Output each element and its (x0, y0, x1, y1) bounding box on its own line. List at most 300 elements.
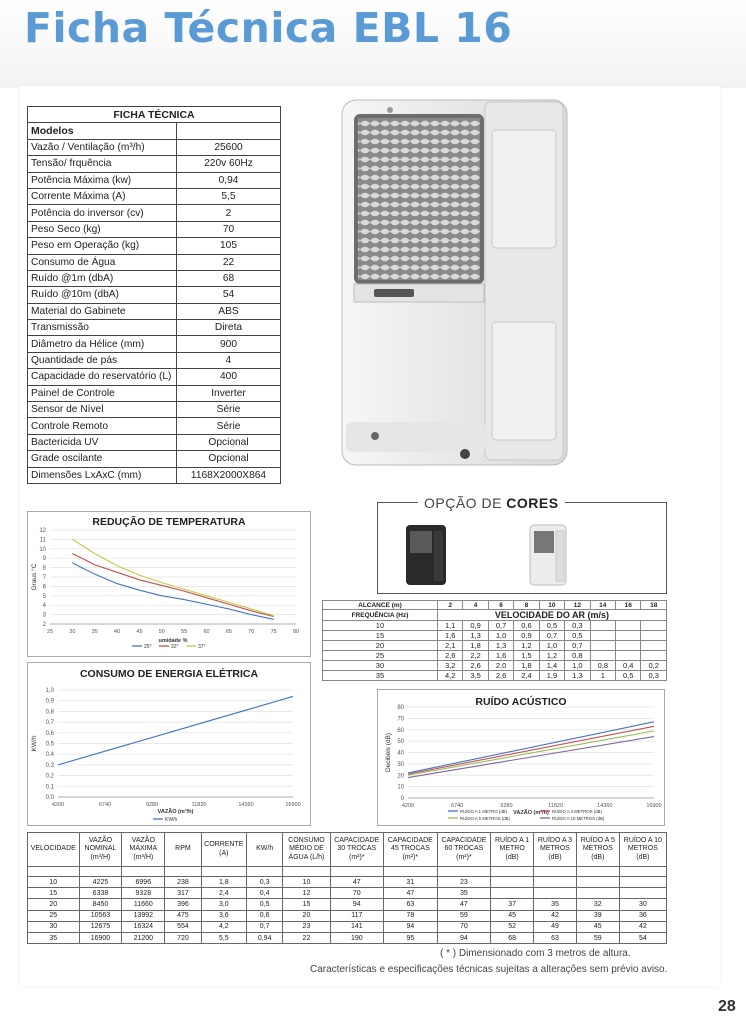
series-line-1 (408, 726, 654, 774)
performance-cell: 10 (283, 877, 330, 888)
velocity-cell: 1,3 (565, 671, 590, 681)
spec-label: Controle Remoto (28, 418, 177, 434)
y-tick-label: 10 (39, 546, 46, 553)
performance-cell: 59 (576, 932, 619, 943)
x-tick-label: 9280 (500, 803, 513, 809)
velocity-cell: 0,5 (565, 631, 590, 641)
temperature-chart-box (27, 511, 311, 657)
performance-cell: 23 (283, 921, 330, 932)
velocity-cell: 2,2 (463, 651, 488, 661)
performance-spacer (246, 867, 282, 877)
velocity-alcance: 10 (539, 601, 564, 610)
x-tick-label: 11820 (191, 802, 207, 808)
velocity-cell (616, 651, 641, 661)
performance-cell: 20 (28, 899, 80, 910)
performance-cell: 45 (576, 921, 619, 932)
velocity-cell: 0,9 (514, 631, 539, 641)
performance-row (28, 888, 667, 899)
y-tick-label: 80 (397, 705, 404, 711)
spec-value: ABS (177, 303, 281, 319)
performance-cell: 16900 (79, 932, 122, 943)
performance-cell: 141 (330, 921, 384, 932)
legend-label: RUÍDO A 10 METROS (dB) (552, 816, 605, 821)
velocity-cell: 1,0 (565, 661, 590, 671)
x-tick-label: 6740 (98, 802, 112, 808)
performance-cell: 35 (534, 899, 577, 910)
velocity-alcance: 16 (616, 601, 641, 610)
performance-cell: 10563 (79, 910, 122, 921)
y-tick-label: 12 (39, 528, 46, 534)
performance-cell: 42 (534, 910, 577, 921)
spec-header-row (28, 107, 281, 123)
x-tick-label: 6740 (451, 803, 464, 809)
velocity-cell (641, 651, 667, 661)
velocity-cell: 4,2 (437, 671, 462, 681)
series-line-0 (58, 696, 293, 764)
performance-header: KW/h (246, 833, 282, 867)
performance-spacer (619, 867, 666, 877)
velocity-cell: 2,6 (463, 661, 488, 671)
performance-cell: 3,0 (201, 899, 246, 910)
velocity-cell (616, 621, 641, 631)
spec-value: Série (177, 418, 281, 434)
velocity-cell: 0,2 (641, 661, 667, 671)
y-axis-label: KW/h (31, 735, 38, 752)
spec-row (28, 320, 281, 336)
y-tick-label: 10 (397, 784, 404, 791)
spec-label: Peso em Operação (kg) (28, 238, 177, 254)
performance-cell: 0,6 (246, 910, 282, 921)
velocity-cell (590, 631, 615, 641)
x-tick-label: 45 (136, 629, 143, 635)
spec-label: Material do Gabinete (28, 303, 177, 319)
energy-chart-box (27, 662, 311, 826)
spec-label: Corrente Máxima (A) (28, 188, 177, 204)
spec-value: 25600 (177, 139, 281, 155)
spec-models-value (177, 123, 281, 139)
spec-label: Ruído @1m (dbA) (28, 270, 177, 286)
spec-value: 2 (177, 205, 281, 221)
velocity-alcance: 8 (514, 601, 539, 610)
spec-row (28, 467, 281, 483)
performance-cell: 554 (165, 921, 201, 932)
y-tick-label: 1,0 (45, 688, 54, 694)
velocity-row (323, 671, 667, 681)
velocity-cell: 1,0 (539, 641, 564, 651)
spec-label: Consumo de Água (28, 254, 177, 270)
spec-row (28, 172, 281, 188)
y-tick-label: 2 (42, 622, 46, 628)
performance-header: RUÍDO A 1 METRO (dB) (491, 833, 534, 867)
performance-cell: 0,94 (246, 932, 282, 943)
performance-cell: 39 (576, 910, 619, 921)
velocity-cell: 1,0 (488, 631, 513, 641)
x-tick-label: 16900 (646, 803, 662, 809)
performance-header: VELOCIDADE (28, 833, 80, 867)
performance-cell: 37 (491, 899, 534, 910)
velocity-cell (590, 641, 615, 651)
legend-label: KW/h (165, 817, 178, 823)
spec-row (28, 385, 281, 401)
y-tick-label: 50 (397, 739, 404, 746)
legend-label: 37° (198, 644, 206, 650)
performance-cell: 45 (491, 910, 534, 921)
temperature-chart (28, 512, 312, 658)
performance-cell: 238 (165, 877, 201, 888)
velocity-cell: 1 (590, 671, 615, 681)
performance-cell: 20 (283, 910, 330, 921)
performance-spacer (201, 867, 246, 877)
spec-row (28, 352, 281, 368)
spec-label: Peso Seco (kg) (28, 221, 177, 237)
legend-label: RUÍDO A 5 METROS (dB) (460, 816, 510, 821)
velocity-row (323, 651, 667, 661)
page-number: 28 (718, 998, 736, 1015)
performance-cell (619, 877, 666, 888)
spec-models-row (28, 123, 281, 139)
performance-cell: 9328 (122, 888, 165, 899)
velocity-subheader-row (323, 610, 667, 621)
performance-cell: 30 (619, 899, 666, 910)
y-tick-label: 40 (397, 750, 404, 757)
performance-spacer (165, 867, 201, 877)
performance-cell: 21200 (122, 932, 165, 943)
performance-cell: 47 (384, 888, 438, 899)
velocity-cell: 2,6 (488, 671, 513, 681)
performance-spacer (491, 867, 534, 877)
noise-chart (378, 690, 666, 827)
series-line-2 (408, 731, 654, 775)
y-axis-label: Graus °C (31, 563, 38, 591)
performance-header: CAPACIDADE 45 TROCAS (m²)* (384, 833, 438, 867)
velocity-cell: 1,6 (488, 651, 513, 661)
performance-cell: 475 (165, 910, 201, 921)
page-title: Ficha Técnica EBL 16 (24, 4, 513, 52)
velocity-row (323, 661, 667, 671)
temperature-chart-title: REDUÇÃO DE TEMPERATURA (92, 516, 246, 528)
velocity-alcance: 12 (565, 601, 590, 610)
legend-label: 32° (171, 644, 179, 650)
performance-spacer (437, 867, 491, 877)
performance-cell: 317 (165, 888, 201, 899)
performance-header: CAPACIDADE 60 TROCAS (m²)* (437, 833, 491, 867)
velocity-cell: 0,7 (488, 621, 513, 631)
velocity-cell: 1,9 (539, 671, 564, 681)
x-tick-label: 50 (158, 629, 165, 635)
spec-value: 4 (177, 352, 281, 368)
spec-row (28, 188, 281, 204)
x-tick-label: 65 (225, 629, 232, 635)
performance-cell (534, 877, 577, 888)
y-tick-label: 0,9 (45, 698, 54, 705)
spec-row (28, 221, 281, 237)
velocity-row (323, 631, 667, 641)
performance-row (28, 899, 667, 910)
spec-label: Potência do inversor (cv) (28, 205, 177, 221)
velocity-cell (590, 621, 615, 631)
velocity-cell (641, 621, 667, 631)
spec-row (28, 402, 281, 418)
velocity-cell (641, 641, 667, 651)
spec-value: 5,5 (177, 188, 281, 204)
performance-header: RPM (165, 833, 201, 867)
spec-label: Vazão / Ventilação (m³/h) (28, 139, 177, 155)
velocity-cell (616, 641, 641, 651)
x-tick-label: 80 (292, 629, 300, 635)
spec-table (27, 106, 281, 484)
spec-models-label: Modelos (28, 123, 177, 139)
velocity-cell: 1,8 (514, 661, 539, 671)
spec-row (28, 139, 281, 155)
y-tick-label: 0,3 (45, 762, 54, 769)
spec-value: 900 (177, 336, 281, 352)
performance-cell: 30 (28, 921, 80, 932)
y-tick-label: 0,6 (45, 730, 54, 737)
performance-cell: 32 (576, 899, 619, 910)
series-line-0 (72, 563, 273, 619)
performance-cell: 78 (384, 910, 438, 921)
performance-row (28, 877, 667, 888)
performance-cell: 70 (330, 888, 384, 899)
spec-label: Painel de Controle (28, 385, 177, 401)
velocity-cell: 1,1 (437, 621, 462, 631)
performance-cell: 10 (28, 877, 80, 888)
performance-cell: 4225 (79, 877, 122, 888)
velocity-cell: 2,0 (488, 661, 513, 671)
performance-cell: 16324 (122, 921, 165, 932)
spec-label: Transmissão (28, 320, 177, 336)
y-tick-label: 70 (397, 716, 404, 723)
spec-row (28, 369, 281, 385)
spec-label: Diâmetro da Hélice (mm) (28, 336, 177, 352)
spec-label: Tensão/ frquência (28, 156, 177, 172)
performance-cell: 0,4 (246, 888, 282, 899)
performance-cell: 70 (437, 921, 491, 932)
velocity-cell (590, 651, 615, 661)
spec-row (28, 270, 281, 286)
y-tick-label: 7 (42, 575, 46, 581)
performance-cell: 42 (619, 921, 666, 932)
spec-label: Dimensões LxAxC (mm) (28, 467, 177, 483)
spec-value: Série (177, 402, 281, 418)
performance-cell (576, 877, 619, 888)
spec-label: Bactericida UV (28, 434, 177, 450)
y-tick-label: 9 (42, 556, 46, 563)
x-tick-label: 70 (248, 629, 255, 635)
velocity-cell: 0,6 (514, 621, 539, 631)
performance-cell: 23 (437, 877, 491, 888)
spec-header: FICHA TÉCNICA (28, 107, 281, 123)
performance-cell: 15 (28, 888, 80, 899)
series-line-3 (408, 737, 654, 778)
performance-header: CONSUMO MÉDIO DE ÁGUA (L/h) (283, 833, 330, 867)
performance-cell: 59 (437, 910, 491, 921)
velocity-subtitle: VELOCIDADE DO AR (m/s) (437, 610, 666, 621)
y-tick-label: 0,7 (45, 720, 54, 727)
spec-row (28, 336, 281, 352)
velocity-cell: 1,2 (514, 641, 539, 651)
footnote-height: ( * ) Dimensionado com 3 metros de altura. (440, 948, 631, 959)
velocity-col-header: ALCANCE (m) (323, 601, 438, 610)
product-image (330, 92, 570, 477)
spec-value: Opcional (177, 434, 281, 450)
performance-header: VAZÃO NOMINAL (m³/H) (79, 833, 122, 867)
velocity-cell: 3,5 (463, 671, 488, 681)
velocity-cell: 0,3 (565, 621, 590, 631)
performance-cell: 36 (619, 910, 666, 921)
performance-cell: 1,8 (201, 877, 246, 888)
performance-spacer (576, 867, 619, 877)
legend-label: RUÍDO A 1 METRO (dB) (460, 809, 508, 814)
velocity-cell: 1,3 (488, 641, 513, 651)
spec-row (28, 287, 281, 303)
velocity-cell: 1,2 (539, 651, 564, 661)
x-axis-label: VAZÃO (m³/h) (513, 810, 549, 816)
velocity-alcance: 14 (590, 601, 615, 610)
performance-cell: 63 (534, 932, 577, 943)
performance-cell: 6338 (79, 888, 122, 899)
spec-row (28, 434, 281, 450)
footnote-disclaimer: Características e especificações técnicas sujeitas a alterações sem prévio aviso. (310, 964, 668, 975)
legend-label: 25° (144, 644, 152, 650)
performance-cell: 22 (283, 932, 330, 943)
spec-label: Capacidade do reservatório (L) (28, 369, 177, 385)
spec-label: Ruído @10m (dbA) (28, 287, 177, 303)
y-tick-label: 0,8 (45, 709, 54, 716)
y-tick-label: 30 (397, 761, 404, 768)
x-tick-label: 25 (46, 629, 54, 635)
velocity-cell: 2,4 (514, 671, 539, 681)
performance-cell: 54 (619, 932, 666, 943)
x-tick-label: 35 (91, 629, 98, 635)
velocity-cell: 0,5 (539, 621, 564, 631)
x-tick-label: 4200 (401, 803, 415, 809)
velocity-cell: 0,3 (641, 671, 667, 681)
velocity-cell: 0,9 (463, 621, 488, 631)
energy-chart (28, 663, 312, 827)
x-tick-label: 14360 (238, 802, 254, 808)
velocity-cell: 10 (323, 621, 438, 631)
y-tick-label: 3 (42, 612, 46, 619)
performance-header-row (28, 833, 667, 867)
performance-header: RUÍDO A 3 METROS (dB) (534, 833, 577, 867)
performance-cell: 190 (330, 932, 384, 943)
spec-row (28, 254, 281, 270)
spec-row (28, 238, 281, 254)
energy-chart-title: CONSUMO DE ENERGIA ELÉTRICA (79, 668, 259, 680)
x-tick-label: 75 (270, 629, 277, 635)
spec-value: Inverter (177, 385, 281, 401)
x-tick-label: 40 (114, 629, 121, 635)
velocity-cell: 20 (323, 641, 438, 651)
velocity-alcance: 6 (488, 601, 513, 610)
performance-cell: 8450 (79, 899, 122, 910)
y-tick-label: 8 (42, 565, 46, 572)
performance-cell: 12675 (79, 921, 122, 932)
performance-cell: 35 (28, 932, 80, 943)
velocity-cell: 0,7 (539, 631, 564, 641)
performance-cell: 68 (491, 932, 534, 943)
x-tick-label: 60 (203, 629, 210, 635)
y-tick-label: 5 (42, 593, 46, 600)
performance-cell: 0,3 (246, 877, 282, 888)
velocity-row (323, 621, 667, 631)
performance-cell: 12 (283, 888, 330, 899)
performance-header: RUÍDO A 10 METROS (dB) (619, 833, 666, 867)
velocity-alcance: 18 (641, 601, 667, 610)
y-tick-label: 0,4 (45, 752, 54, 759)
y-tick-label: 6 (42, 584, 46, 591)
velocity-cell: 2,6 (437, 651, 462, 661)
performance-cell: 31 (384, 877, 438, 888)
performance-row (28, 932, 667, 943)
performance-cell (576, 888, 619, 899)
x-tick-label: 30 (69, 629, 76, 635)
performance-spacer (283, 867, 330, 877)
x-tick-label: 9280 (145, 802, 159, 808)
performance-cell: 4,2 (201, 921, 246, 932)
performance-cell (619, 888, 666, 899)
performance-cell: 35 (437, 888, 491, 899)
performance-header: CAPACIDADE 30 TROCAS (m²)* (330, 833, 384, 867)
velocity-alcance-row (323, 601, 667, 610)
spec-value: Direta (177, 320, 281, 336)
performance-cell: 3,6 (201, 910, 246, 921)
performance-cell (491, 888, 534, 899)
spec-row (28, 156, 281, 172)
spec-row (28, 451, 281, 467)
velocity-cell: 1,8 (463, 641, 488, 651)
spec-row (28, 205, 281, 221)
performance-cell: 0,5 (246, 899, 282, 910)
y-tick-label: 20 (397, 773, 404, 780)
velocity-cell (641, 631, 667, 641)
performance-cell: 6996 (122, 877, 165, 888)
y-tick-label: 0,5 (45, 741, 54, 748)
performance-cell: 396 (165, 899, 201, 910)
spec-value: Opcional (177, 451, 281, 467)
velocity-cell: 15 (323, 631, 438, 641)
velocity-cell: 30 (323, 661, 438, 671)
performance-cell: 49 (534, 921, 577, 932)
spec-value: 1168X2000X864 (177, 467, 281, 483)
performance-spacer (384, 867, 438, 877)
performance-header: CORRENTE (A) (201, 833, 246, 867)
velocity-cell: 1,3 (463, 631, 488, 641)
performance-cell: 117 (330, 910, 384, 921)
y-tick-label: 0,2 (45, 773, 54, 780)
spec-value: 68 (177, 270, 281, 286)
air-velocity-table (322, 600, 667, 681)
velocity-row (323, 641, 667, 651)
spec-label: Potência Máxima (kw) (28, 172, 177, 188)
y-tick-label: 60 (397, 727, 404, 734)
velocity-alcance: 4 (463, 601, 488, 610)
spec-value: 0,94 (177, 172, 281, 188)
performance-row (28, 921, 667, 932)
x-tick-label: 4200 (51, 802, 65, 808)
performance-cell: 2,4 (201, 888, 246, 899)
performance-spacer (122, 867, 165, 877)
y-tick-label: 0 (400, 796, 404, 802)
performance-header: VAZÃO MÁXIMA (m³/H) (122, 833, 165, 867)
spec-value: 54 (177, 287, 281, 303)
spec-row (28, 303, 281, 319)
x-tick-label: 16900 (285, 802, 301, 808)
performance-cell: 95 (384, 932, 438, 943)
color-options-title: OPÇÃO DE CORES (418, 495, 565, 511)
spec-label: Sensor de Nível (28, 402, 177, 418)
